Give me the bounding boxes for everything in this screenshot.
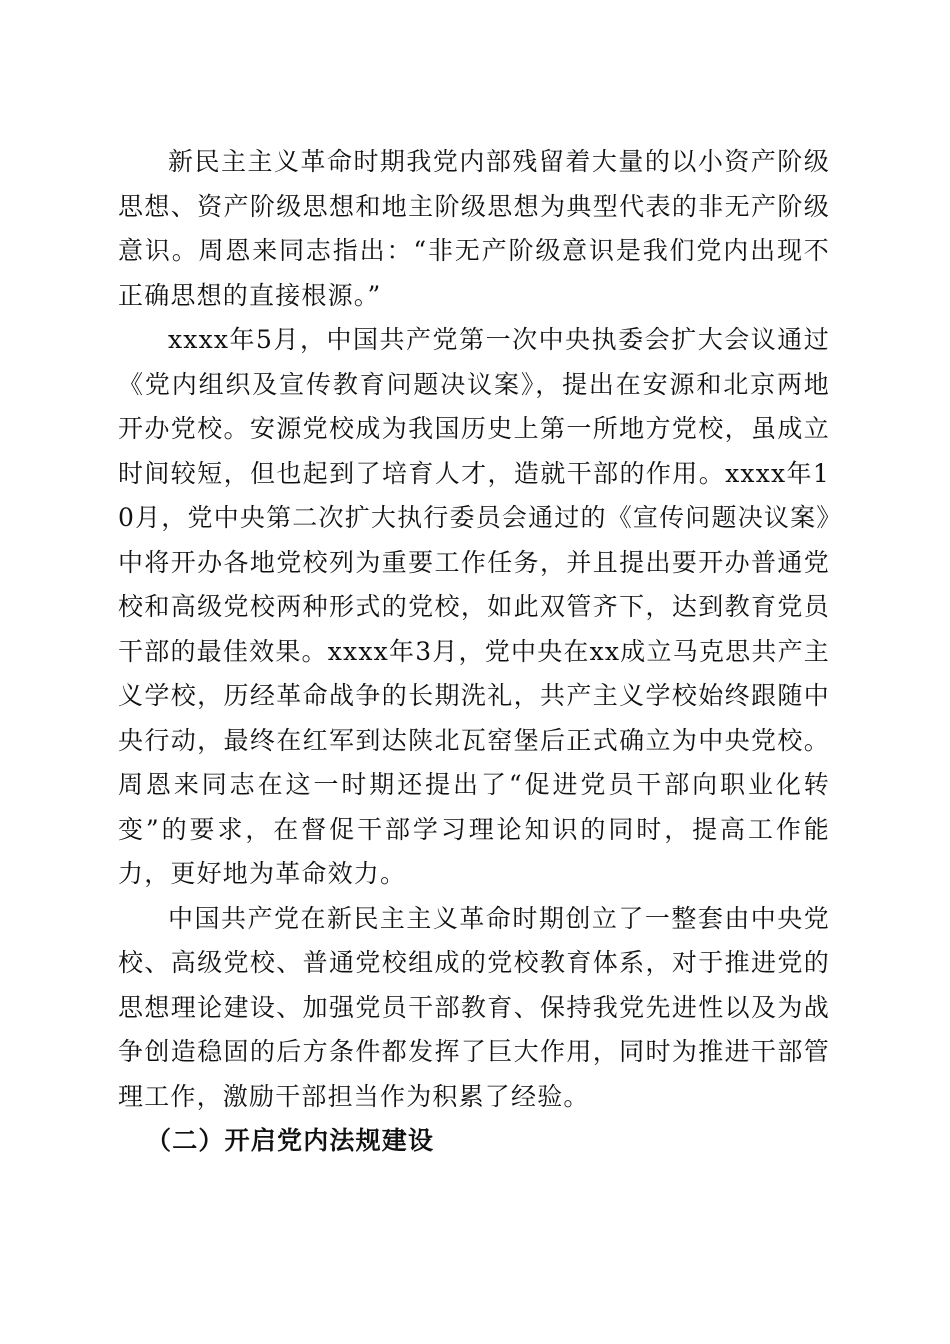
paragraph-2: xxxx年5月，中国共产党第一次中央执委会扩大会议通过《党内组织及宣传教育问题决议案》，提出在安源和北京两地开办党校。安源党校成为我国历史上第一所地方党校，虽成立时间较短，但也起到了培育人才，造就干部的作用。xxxx年10月，党中央第二次扩大执行委员会通过的《宣传问题决议案》中将开办各地党校列为重要工作任务，并且提出要开办普通党校和高级党校两种形式的党校，如此双管齐下，达到教育党员干部的最佳效果。xxxx年3月，党中央在xx成立马克思共产主义学校，历经革命战争的长期洗礼，共产主义学校始终跟随中央行动，最终在红军到达陕北瓦窑堡后正式确立为中央党校。周恩来同志在这一时期还提出了“促进党员干部向职业化转变”的要求，在督促干部学习理论知识的同时，提高工作能力，更好地为革命效力。 xyxy=(118,325,831,888)
section-heading: （二）开启党内法规建设 xyxy=(146,1126,435,1155)
paragraph-1: 新民主主义革命时期我党内部残留着大量的以小资产阶级思想、资产阶级思想和地主阶级思想为典型代表的非无产阶级意识。周恩来同志指出：“非无产阶级意识是我们党内出现不正确思想的直接根源。” xyxy=(118,147,830,310)
paragraph-3: 中国共产党在新民主主义革命时期创立了一整套由中央党校、高级党校、普通党校组成的党校教育体系，对于推进党的思想理论建设、加强党员干部教育、保持我党先进性以及为战争创造稳固的后方条件都发挥了巨大作用，同时为推进干部管理工作，激励干部担当作为积累了经验。 xyxy=(118,903,830,1111)
document-body xyxy=(118,140,830,1164)
